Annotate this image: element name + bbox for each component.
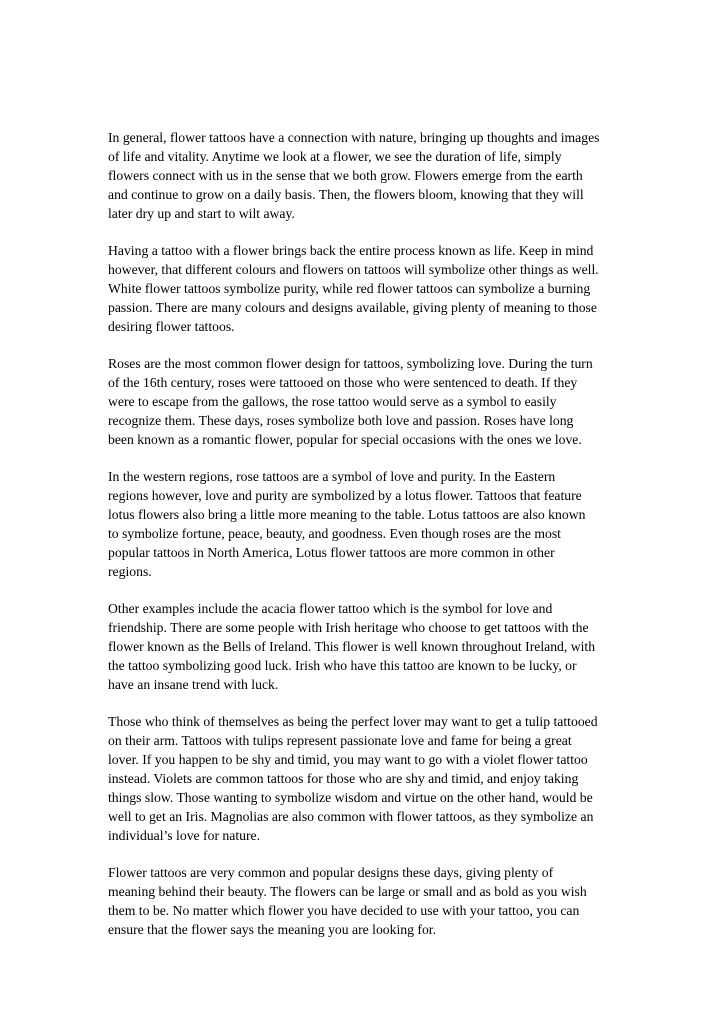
paragraph-lotus: In the western regions, rose tattoos are a symbol of love and purity. In the Eastern regions however, love and purity are symbolized by a lotus flower. Tattoos that feature lotus flowers also bring a little more meaning to the table. Lotus tattoos are also known to symbolize fortune, peace, beauty, and goodness. Even though roses are the most popular tattoos in North America, Lotus flower tattoos are more common in other regions. bbox=[108, 469, 586, 579]
paragraph-roses: Roses are the most common flower design for tattoos, symbolizing love. During the turn of the 16th century, roses were tattooed on those who were sentenced to death. If they were to escape from the gallows, the rose tattoo would serve as a symbol to easily recognize them. These days, roses symbolize both love and passion. Roses have long been known as a romantic flower, popular for special occasions with the ones we love. bbox=[108, 356, 593, 447]
document-body bbox=[108, 128, 628, 957]
paragraph-acacia-bells: Other examples include the acacia flower tattoo which is the symbol for love and friendship. There are some people with Irish heritage who choose to get tattoos with the flower known as the Bells of Ireland. This flower is well known throughout Ireland, with the tattoo symbolizing good luck. Irish who have this tattoo are known to be lucky, or have an insane trend with luck. bbox=[108, 601, 596, 692]
paragraph-tulip-violet-iris: Those who think of themselves as being the perfect lover may want to get a tulip tattooed on their arm. Tattoos with tulips represent passionate love and fame for being a great lover. If you happen to be shy and timid, you may want to go with a violet flower tattoo instead. Violets are common tattoos for those who are shy and timid, and enjoy taking things slow. Those wanting to symbolize wisdom and virtue on the other hand, would be well to get an Iris. Magnolias are also common with flower tattoos, as they symbolize an individual’s love for nature. bbox=[108, 714, 598, 843]
paragraph-intro: In general, flower tattoos have a connection with nature, bringing up thoughts and images of life and vitality. Anytime we look at a flower, we see the duration of life, simply flowers connect with us in the sense that we both grow. Flowers emerge from the earth and continue to grow on a daily basis. Then, the flowers bloom, knowing that they will later dry up and start to wilt away. bbox=[108, 130, 600, 221]
paragraph-life-process: Having a tattoo with a flower brings back the entire process known as life. Keep in mind however, that different colours and flowers on tattoos will symbolize other things as well. White flower tattoos symbolize purity, while red flower tattoos can symbolize a burning passion. There are many colours and designs available, giving plenty of meaning to those desiring flower tattoos. bbox=[108, 243, 599, 334]
paragraph-conclusion: Flower tattoos are very common and popular designs these days, giving plenty of meaning behind their beauty. The flowers can be large or small and as bold as you wish them to be. No matter which flower you have decided to use with your tattoo, you can ensure that the flower says the meaning you are looking for. bbox=[108, 865, 587, 937]
